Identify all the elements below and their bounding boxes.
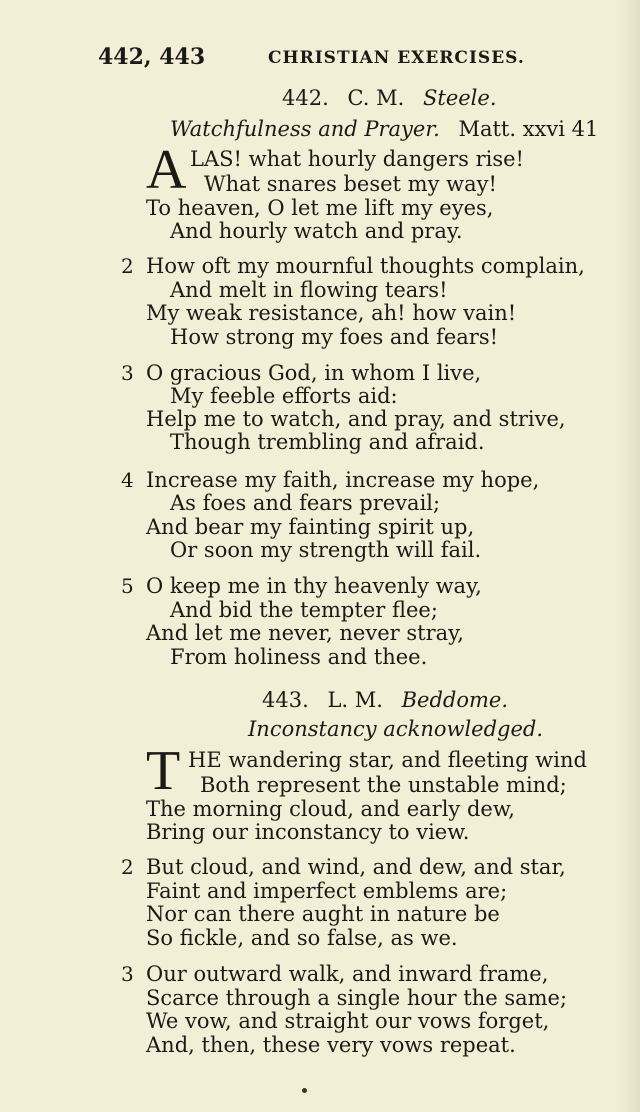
stanza-number: 5 <box>121 574 134 598</box>
verse-line: Bring our inconstancy to view. <box>146 820 470 844</box>
verse-line: My feeble efforts aid: <box>170 384 398 408</box>
hymn-meter: L. M. <box>327 688 383 712</box>
verse-line: And bear my fainting spirit up, <box>146 515 475 539</box>
hymn-meter: C. M. <box>347 86 405 110</box>
stanza-number: 2 <box>121 254 134 278</box>
verse-line: How strong my foes and fears! <box>170 325 499 349</box>
drop-cap: T <box>146 740 181 802</box>
verse-line: And let me never, never stray, <box>146 621 464 645</box>
verse-line: O keep me in thy heavenly way, <box>146 574 482 598</box>
scripture-reference: Matt. xxvi 41 <box>458 117 599 141</box>
verse-line: We vow, and straight our vows forget, <box>146 1009 550 1033</box>
stanza-number: 4 <box>121 468 134 492</box>
ink-speck <box>302 1088 307 1093</box>
verse-line: Both represent the unstable mind; <box>200 773 567 797</box>
hymn-442-heading <box>282 86 497 110</box>
verse-line: HE wandering star, and fleeting wind <box>188 748 587 772</box>
hymn-443-heading <box>262 688 508 712</box>
hymn-author: Steele. <box>423 86 497 110</box>
verse-line: My weak resistance, ah! how vain! <box>146 301 517 325</box>
hymn-author: Beddome. <box>401 688 509 712</box>
hymn-442-subject-line <box>170 117 598 141</box>
verse-line: So fickle, and so false, as we. <box>146 926 458 950</box>
stanza-number: 3 <box>121 361 134 385</box>
verse-line: Though trembling and afraid. <box>170 430 485 454</box>
verse-line: LAS! what hourly dangers rise! <box>190 147 524 171</box>
page-numbers: 442, 443 <box>98 44 206 70</box>
hymn-number: 443. <box>262 688 309 712</box>
verse-line: What snares beset my way! <box>204 172 497 196</box>
verse-line: O gracious God, in whom I live, <box>146 361 482 385</box>
hymn-443-subject-line <box>248 717 543 741</box>
stanza-number: 3 <box>121 962 134 986</box>
verse-line: But cloud, and wind, and dew, and star, <box>146 855 566 879</box>
verse-line: Faint and imperfect emblems are; <box>146 879 508 903</box>
hymn-subject: Watchfulness and Prayer. <box>170 117 440 141</box>
verse-line: The morning cloud, and early dew, <box>146 797 515 821</box>
verse-line: And hourly watch and pray. <box>170 219 463 243</box>
verse-line: Or soon my strength will fail. <box>170 538 482 562</box>
stanza-number: 2 <box>121 855 134 879</box>
verse-line: Our outward walk, and inward frame, <box>146 962 549 986</box>
verse-line: Help me to watch, and pray, and strive, <box>146 407 566 431</box>
verse-line: How oft my mournful thoughts complain, <box>146 254 585 278</box>
verse-line: And bid the tempter flee; <box>170 598 438 622</box>
verse-line: From holiness and thee. <box>170 645 428 669</box>
verse-line: And melt in flowing tears! <box>170 278 448 302</box>
drop-cap: A <box>146 139 187 201</box>
running-title: CHRISTIAN EXERCISES. <box>268 48 525 68</box>
hymn-subject: Inconstancy acknowledged. <box>248 717 544 741</box>
page-edge-shadow <box>618 0 640 1112</box>
verse-line: Nor can there aught in nature be <box>146 902 500 926</box>
verse-line: Increase my faith, increase my hope, <box>146 468 540 492</box>
verse-line: As foes and fears prevail; <box>170 491 441 515</box>
verse-line: And, then, these very vows repeat. <box>146 1033 516 1057</box>
verse-line: Scarce through a single hour the same; <box>146 986 568 1010</box>
hymn-number: 442. <box>282 86 329 110</box>
verse-line: To heaven, O let me lift my eyes, <box>146 196 494 220</box>
